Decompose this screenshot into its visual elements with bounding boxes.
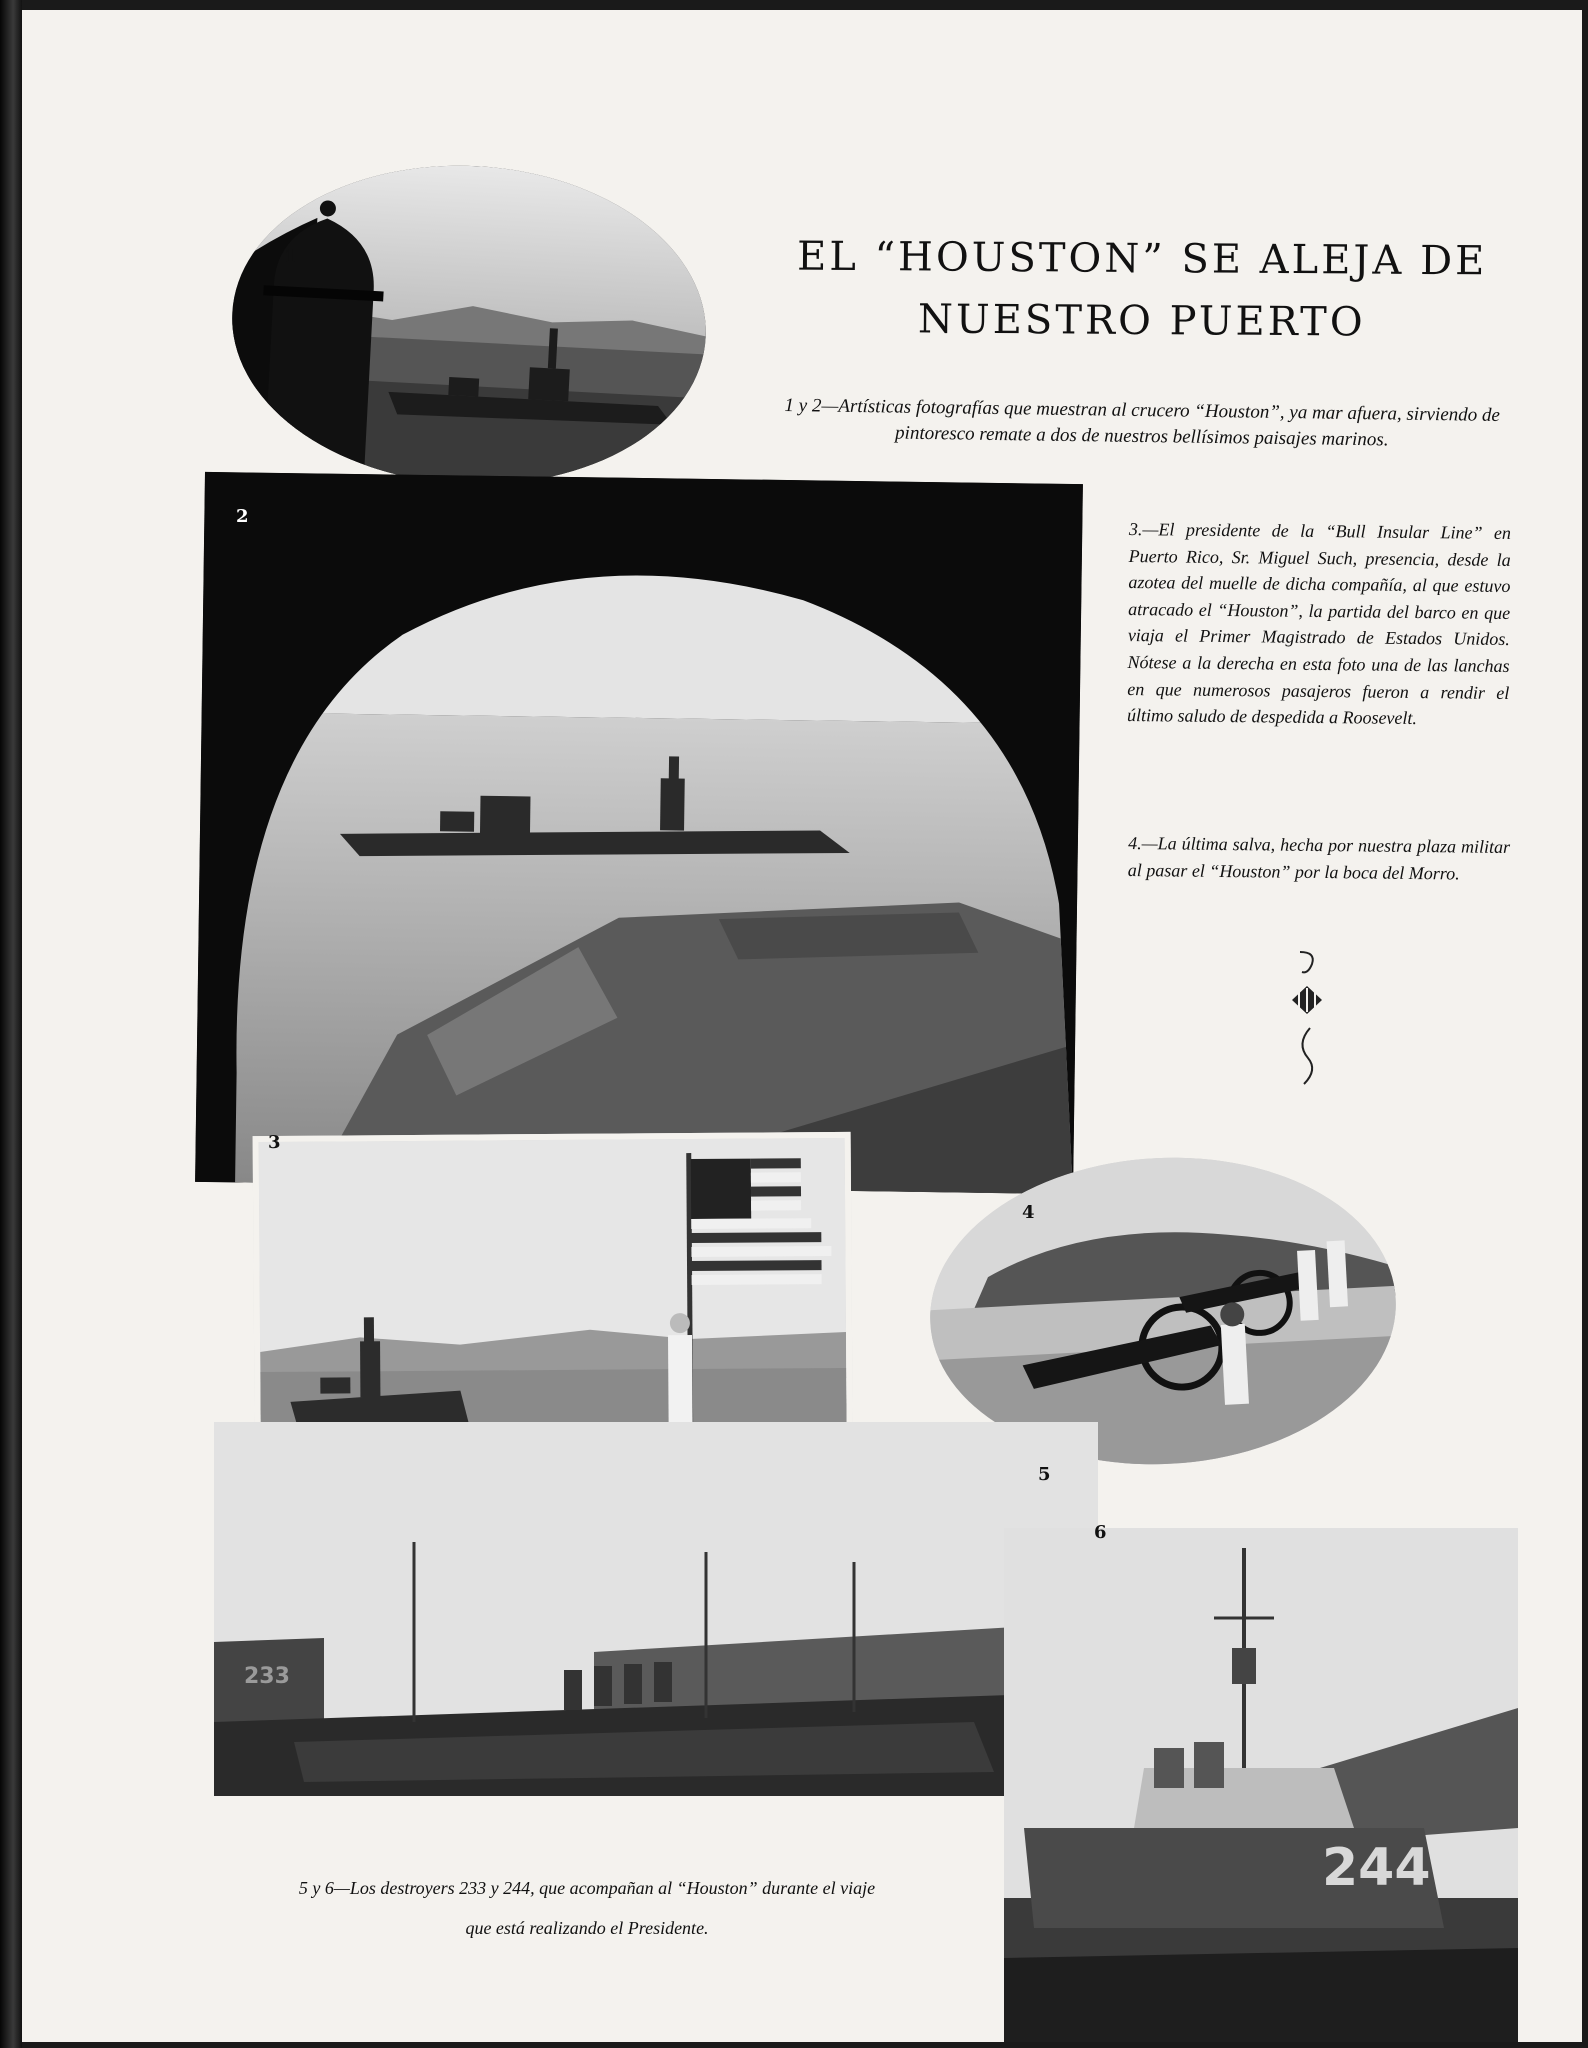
magazine-page [22,10,1582,2042]
title-line-2: NUESTRO PUERTO [917,296,1366,346]
photo-5-number: 5 [1038,1464,1051,1485]
book-spine [0,0,22,2048]
photo-2-morro-archway [195,472,1083,1194]
title-line-1: EL “HOUSTON” SE ALEJA DE [796,233,1488,285]
photo-2-number: 2 [236,506,249,527]
photo-5-destroyer-233 [214,1422,1098,1796]
caption-photo-3: 3.—El presidente de la “Bull Insular Line” en Puerto Rico, Sr. Miguel Such, presencia, desde la azotea del muelle de dicha compañía, al que estuvo atracado el “Houston”, la partida del barco en que viaja el Primer Magistrado de Estados Unidos. Nótese a la derecha en esta foto una de las lanchas en que numerosos pasajeros fueron a rendir el último saludo de despedida a Roosevelt. [1126,519,1512,729]
photo-4-number: 4 [1022,1202,1035,1223]
caption-photos-5-6: 5 y 6—Los destroyers 233 y 244, que acompañan al “Houston” durante el viaje que está realizando el Presidente. [298,1878,876,1938]
photo-6-hull-number: 244 [1322,1838,1431,1898]
photo-5-hull-number: 233 [244,1664,290,1689]
photo-1-sentry-box-cruiser [224,154,714,496]
article-title [762,225,1523,354]
photo-3-number: 3 [268,1132,281,1153]
photo-1-number: 1 [284,246,297,267]
caption-photo-4: 4.—La última salva, hecha por nuestra plaza militar al pasar el “Houston” por la boca del Morro. [1127,833,1511,884]
photo-6-number: 6 [1094,1522,1107,1543]
photo-6-destroyer-244 [1004,1528,1518,2042]
decorative-ornament [1282,948,1332,1088]
caption-photos-1-2: 1 y 2—Artísticas fotografías que muestran al crucero “Houston”, ya mar afuera, sirviendo de pintoresco remate a dos de nuestros bellísimos paisajes marinos. [784,395,1501,451]
